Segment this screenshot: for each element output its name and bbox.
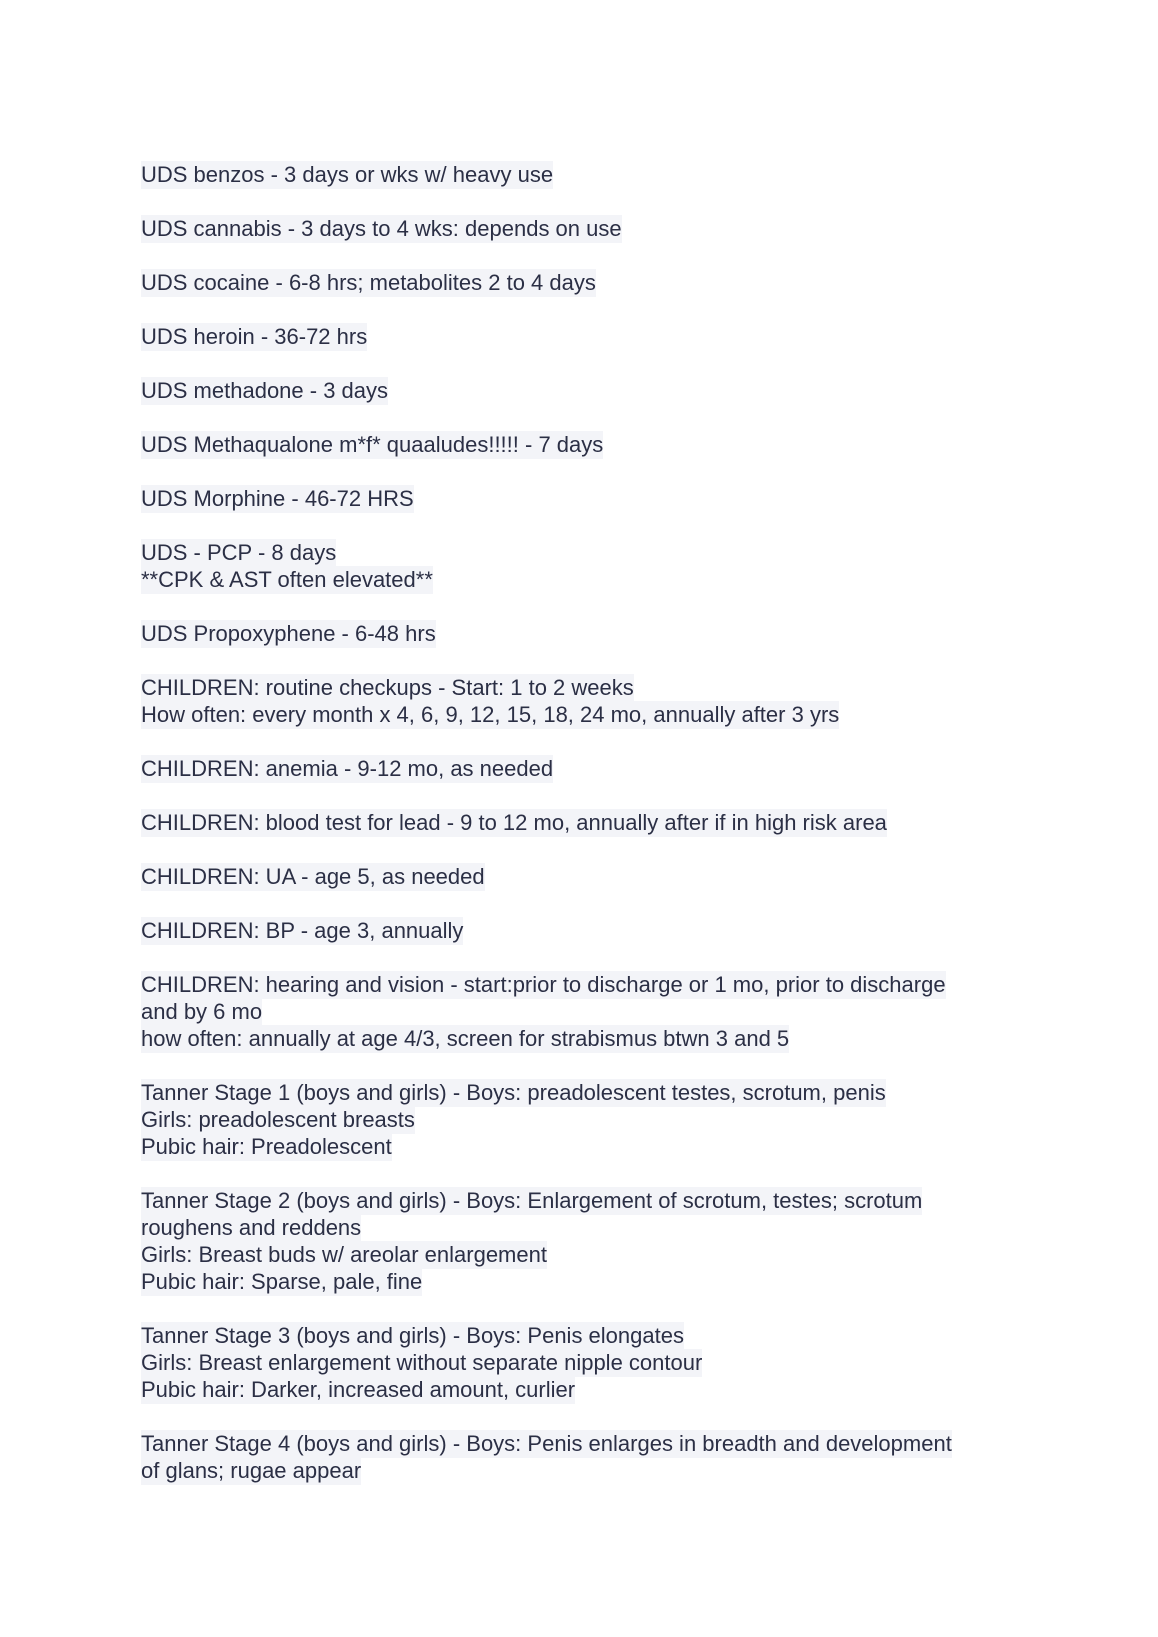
note-entry xyxy=(141,269,1041,296)
note-line: UDS cocaine - 6-8 hrs; metabolites 2 to 4 days xyxy=(141,270,596,295)
note-entry xyxy=(141,1430,1041,1484)
note-line: UDS benzos - 3 days or wks w/ heavy use xyxy=(141,162,554,187)
note-line: and by 6 mo xyxy=(141,999,263,1024)
note-line: Tanner Stage 4 (boys and girls) - Boys: Penis enlarges in breadth and development xyxy=(141,1431,952,1456)
note-entry xyxy=(141,323,1041,350)
note-entry xyxy=(141,809,1041,836)
document-body xyxy=(141,161,1041,1511)
note-entry xyxy=(141,1322,1041,1403)
note-line: Girls: preadolescent breasts xyxy=(141,1107,415,1132)
note-entry xyxy=(141,161,1041,188)
note-line: UDS - PCP - 8 days xyxy=(141,540,337,565)
note-line: Tanner Stage 3 (boys and girls) - Boys: Penis elongates xyxy=(141,1323,684,1348)
note-entry xyxy=(141,1079,1041,1160)
note-line: Tanner Stage 2 (boys and girls) - Boys: Enlargement of scrotum, testes; scrotum xyxy=(141,1188,923,1213)
note-entry xyxy=(141,1187,1041,1295)
note-line: **CPK & AST often elevated** xyxy=(141,567,433,592)
note-line: how often: annually at age 4/3, screen for strabismus btwn 3 and 5 xyxy=(141,1026,790,1051)
note-line: UDS heroin - 36-72 hrs xyxy=(141,324,368,349)
note-entry xyxy=(141,971,1041,1052)
note-line: CHILDREN: routine checkups - Start: 1 to 2 weeks xyxy=(141,675,634,700)
note-line: Girls: Breast buds w/ areolar enlargement xyxy=(141,1242,547,1267)
note-entry xyxy=(141,431,1041,458)
note-line: CHILDREN: anemia - 9-12 mo, as needed xyxy=(141,756,554,781)
note-line: UDS methadone - 3 days xyxy=(141,378,389,403)
note-entry xyxy=(141,215,1041,242)
note-line: Pubic hair: Sparse, pale, fine xyxy=(141,1269,423,1294)
note-line: UDS Morphine - 46-72 HRS xyxy=(141,486,414,511)
note-line: Tanner Stage 1 (boys and girls) - Boys: preadolescent testes, scrotum, penis xyxy=(141,1080,886,1105)
note-entry xyxy=(141,917,1041,944)
note-entry xyxy=(141,377,1041,404)
note-entry xyxy=(141,620,1041,647)
note-line: of glans; rugae appear xyxy=(141,1458,362,1483)
note-line: Pubic hair: Preadolescent xyxy=(141,1134,392,1159)
note-line: UDS cannabis - 3 days to 4 wks: depends on use xyxy=(141,216,622,241)
note-entry xyxy=(141,485,1041,512)
note-line: Pubic hair: Darker, increased amount, curlier xyxy=(141,1377,576,1402)
note-line: UDS Propoxyphene - 6-48 hrs xyxy=(141,621,436,646)
note-entry xyxy=(141,539,1041,593)
note-line: CHILDREN: hearing and vision - start:prior to discharge or 1 mo, prior to discharge xyxy=(141,972,946,997)
note-line: Girls: Breast enlargement without separate nipple contour xyxy=(141,1350,703,1375)
note-line: How often: every month x 4, 6, 9, 12, 15, 18, 24 mo, annually after 3 yrs xyxy=(141,702,840,727)
note-line: CHILDREN: UA - age 5, as needed xyxy=(141,864,485,889)
note-line: CHILDREN: BP - age 3, annually xyxy=(141,918,464,943)
note-entry xyxy=(141,674,1041,728)
note-entry xyxy=(141,755,1041,782)
note-entry xyxy=(141,863,1041,890)
note-line: roughens and reddens xyxy=(141,1215,362,1240)
note-line: UDS Methaqualone m*f* quaaludes!!!!! - 7 days xyxy=(141,432,604,457)
note-line: CHILDREN: blood test for lead - 9 to 12 mo, annually after if in high risk area xyxy=(141,810,887,835)
